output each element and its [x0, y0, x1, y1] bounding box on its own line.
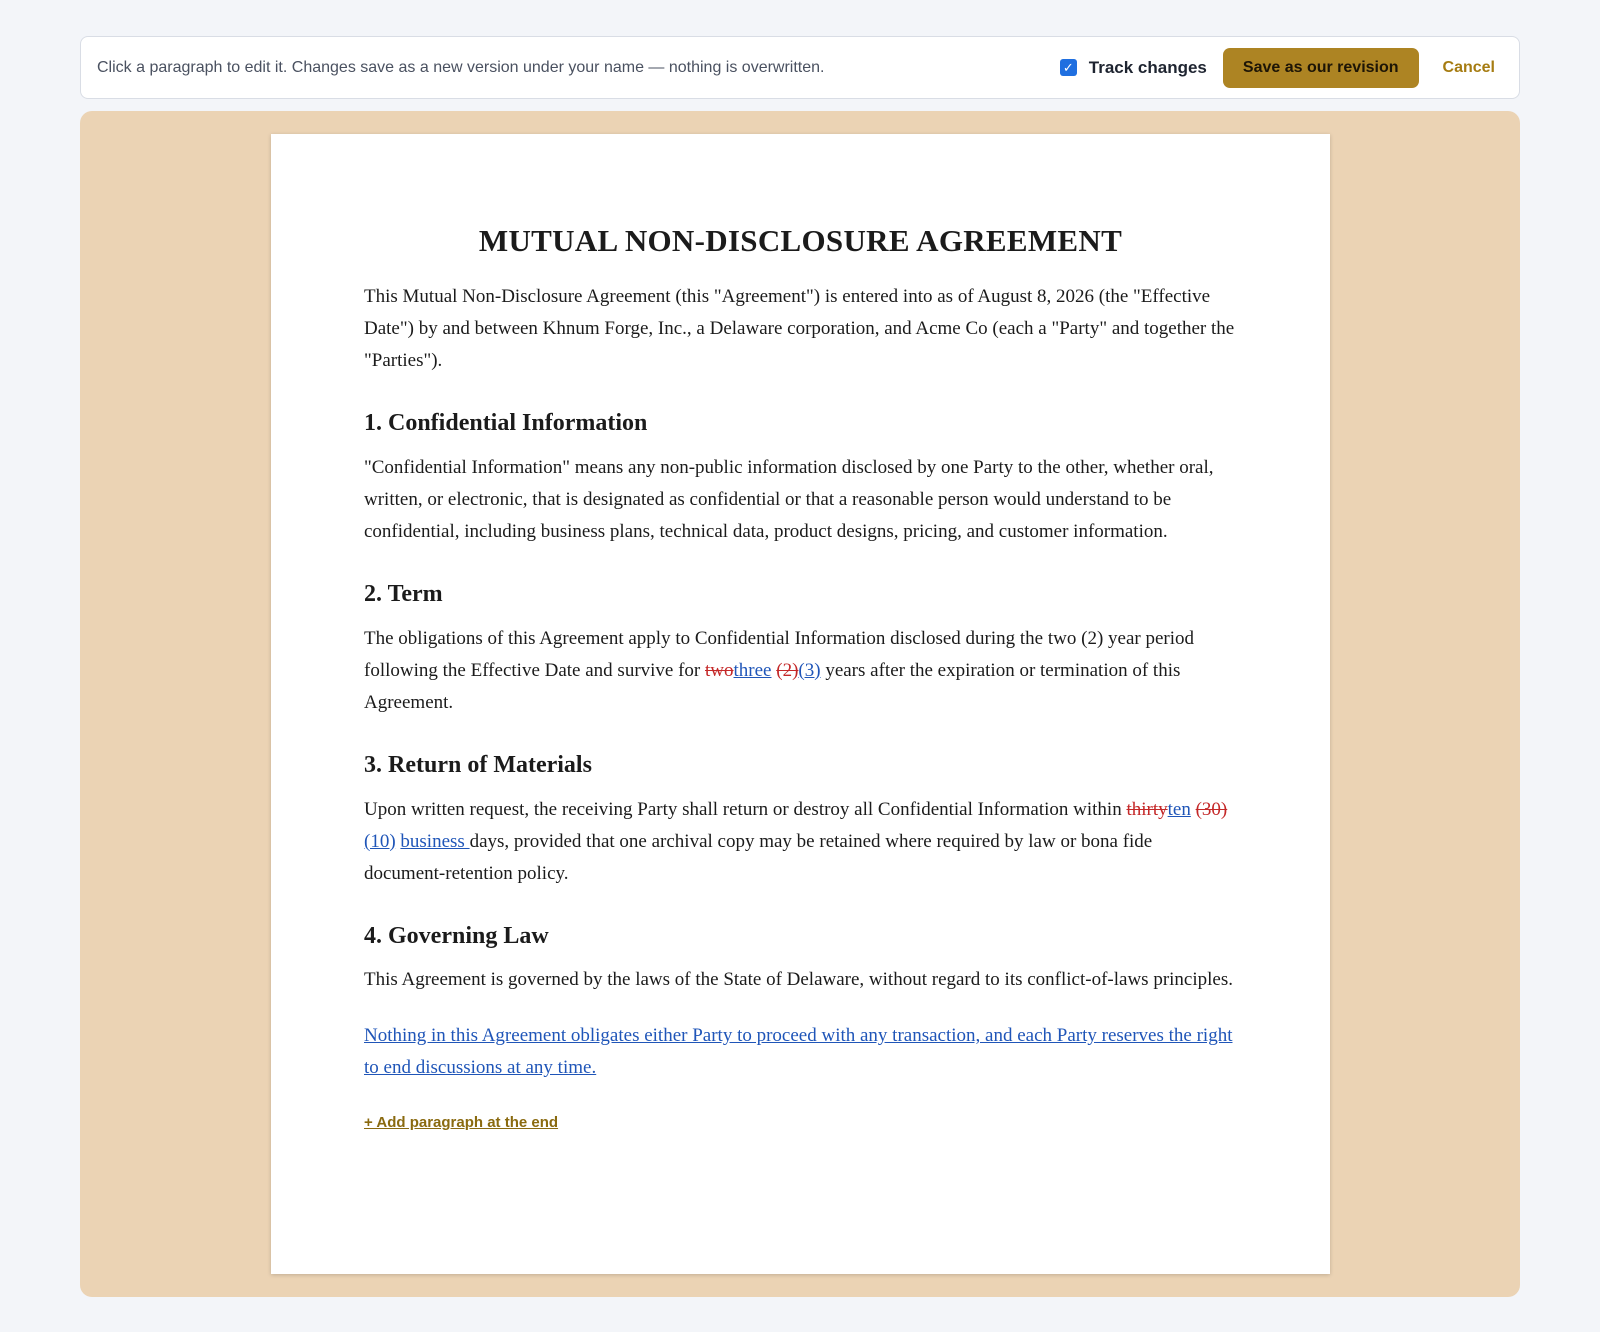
- section-paragraph[interactable]: [364, 794, 1237, 890]
- edit-toolbar: [80, 36, 1520, 99]
- inserted-text: three: [733, 659, 772, 681]
- inserted-text: (10): [364, 830, 396, 852]
- paragraph-text: years after the expiration or termination of this Agreement.: [364, 659, 1181, 713]
- section-paragraph[interactable]: "Confidential Information" means any non-public information disclosed by one Party to the other, whether oral, written, or electronic, that is designated as confidential or that a reasonable person would understand to be confidential, including business plans, technical data, product designs, pricing, and customer information.: [364, 456, 1214, 542]
- inserted-paragraph[interactable]: Nothing in this Agreement obligates either Party to proceed with any transaction, and each Party reserves the right to end discussions at any time.: [364, 1025, 1233, 1079]
- section-heading: 3. Return of Materials: [364, 751, 592, 778]
- document-title: MUTUAL NON-DISCLOSURE AGREEMENT: [478, 223, 1123, 258]
- deleted-text: (2): [776, 659, 799, 681]
- deleted-text: two: [705, 659, 734, 681]
- section-heading: 2. Term: [364, 580, 443, 607]
- paragraph-text: days, provided that one archival copy may be retained where required by law or bona fide document-retention policy.: [364, 830, 1153, 884]
- deleted-text: thirty: [1126, 798, 1168, 820]
- save-revision-button[interactable]: Save as our revision: [1223, 48, 1419, 88]
- section-paragraph[interactable]: [364, 623, 1237, 719]
- paragraph-text: The obligations of this Agreement apply to Confidential Information disclosed during the two (2) year period following the Effective Date and survive for: [364, 627, 1195, 681]
- edit-hint: Click a paragraph to edit it. Changes save as a new version under your name — nothing is overwritten.: [97, 58, 825, 76]
- track-changes-toggle[interactable]: [1060, 58, 1207, 78]
- section-paragraph[interactable]: This Agreement is governed by the laws of the State of Delaware, without regard to its conflict-of-laws principles.: [364, 969, 1233, 991]
- intro-paragraph[interactable]: This Mutual Non-Disclosure Agreement (this "Agreement") is entered into as of August 8, 2026 (the "Effective Date") by and between Khnum Forge, Inc., a Delaware corporation, and Acme Co (each a "Party" and together the "Parties").: [364, 286, 1235, 372]
- inserted-text: business: [400, 830, 470, 852]
- paragraph-text: Upon written request, the receiving Party shall return or destroy all Confidential Information within: [364, 798, 1127, 820]
- document-canvas: [80, 111, 1520, 1297]
- deleted-text: (30): [1195, 798, 1228, 820]
- add-paragraph-link[interactable]: + Add paragraph at the end: [364, 1114, 559, 1132]
- track-changes-checkbox[interactable]: ✓: [1060, 59, 1077, 76]
- inserted-text: ten: [1167, 798, 1191, 820]
- section-heading: 1. Confidential Information: [364, 410, 648, 437]
- inserted-text: (3): [798, 659, 821, 681]
- cancel-button[interactable]: Cancel: [1442, 58, 1495, 76]
- section-heading: 4. Governing Law: [364, 922, 549, 949]
- track-changes-label: Track changes: [1088, 57, 1207, 77]
- document-page: [271, 134, 1330, 1274]
